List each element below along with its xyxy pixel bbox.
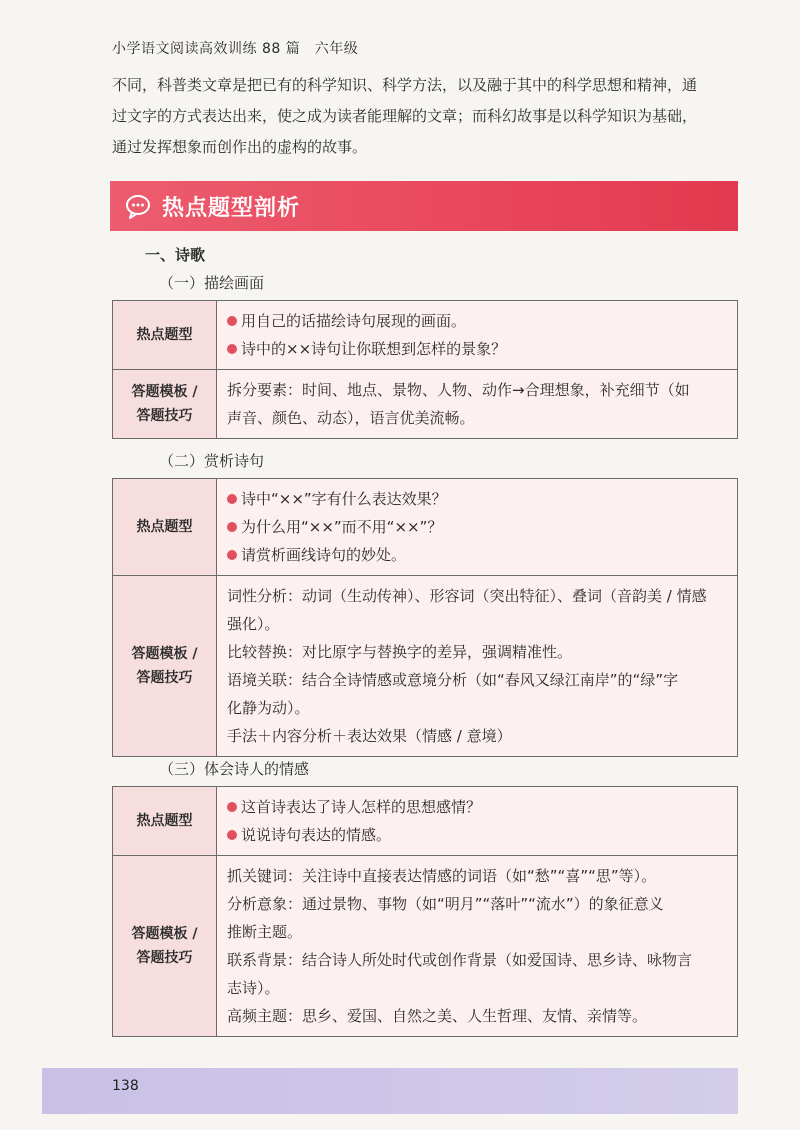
- text-line: 词性分析：动词（生动传神）、形容词（突出特征）、叠词（音韵美 / 情感: [227, 587, 707, 605]
- table-row: [113, 576, 738, 757]
- text-line: 高频主题：思乡、爱国、自然之美、人生哲理、友情、亲情等。: [227, 1007, 648, 1025]
- row-content: [217, 301, 738, 370]
- bullet-dot-icon: [227, 494, 237, 504]
- row-label: 热点题型: [113, 787, 217, 856]
- text-line: 语境关联：结合全诗情感或意境分析（如“春风又绿江南岸”的“绿”字: [227, 671, 679, 689]
- row-content: [217, 576, 738, 757]
- row-label: [113, 576, 217, 757]
- running-header: 小学语文阅读高效训练 88 篇 六年级: [112, 41, 359, 57]
- label-line: 答题技巧: [136, 670, 193, 686]
- item-text: 诗中“××”字有什么表达效果？: [241, 490, 447, 508]
- text-line: 志诗）。: [227, 979, 280, 997]
- item-text: 请赏析画线诗句的妙处。: [241, 546, 407, 564]
- intro-line: 过文字的方式表达出来，使之成为读者能理解的文章；而科幻故事是以科学知识为基础，: [112, 107, 698, 125]
- item-text: 这首诗表达了诗人怎样的思想感情？: [241, 798, 482, 816]
- row-label: [113, 856, 217, 1037]
- text-line: 比较替换：对比原字与替换字的差异，强调精准性。: [227, 643, 573, 661]
- row-content: [217, 479, 738, 576]
- list-item: [227, 793, 727, 821]
- bullet-dot-icon: [227, 830, 237, 840]
- intro-line: 不同，科普类文章是把已有的科学知识、科学方法，以及融于其中的科学思想和精神，通: [112, 76, 698, 94]
- text-line: 抓关键词：关注诗中直接表达情感的词语（如“愁”“喜”“思”等）。: [227, 867, 657, 885]
- row-label: 热点题型: [113, 479, 217, 576]
- bullet-dot-icon: [227, 802, 237, 812]
- bullet-dot-icon: [227, 316, 237, 326]
- label-line: 答题模板 /: [131, 926, 198, 942]
- page-number: 138: [112, 1078, 139, 1094]
- bullet-dot-icon: [227, 344, 237, 354]
- item-text: 用自己的话描绘诗句展现的画面。: [241, 312, 467, 330]
- subsection-heading: （二）赏析诗句: [159, 452, 265, 470]
- intro-paragraph: [112, 70, 740, 163]
- text-line: 手法＋内容分析＋表达效果（情感 / 意境）: [227, 727, 512, 745]
- row-content: [217, 856, 738, 1037]
- bullet-dot-icon: [227, 522, 237, 532]
- question-table: [112, 300, 738, 439]
- question-table: [112, 786, 738, 1037]
- text-line: 声音、颜色、动态），语言优美流畅。: [227, 409, 475, 427]
- list-item: [227, 821, 727, 849]
- row-content: [217, 370, 738, 439]
- table-row: [113, 370, 738, 439]
- list-item: [227, 541, 727, 569]
- text-line: 分析意象：通过景物、事物（如“明月”“落叶”“流水”）的象征意义: [227, 895, 664, 913]
- subsection-heading: （一）描绘画面: [159, 274, 265, 292]
- section-heading: 一、诗歌: [145, 246, 206, 264]
- label-line: 答题技巧: [136, 408, 193, 424]
- table-row: [113, 479, 738, 576]
- question-table: [112, 478, 738, 757]
- label-line: 答题技巧: [136, 950, 193, 966]
- list-item: [227, 307, 727, 335]
- table-row: [113, 301, 738, 370]
- text-line: 联系背景：结合诗人所处时代或创作背景（如爱国诗、思乡诗、咏物言: [227, 951, 693, 969]
- text-line: 拆分要素：时间、地点、景物、人物、动作→合理想象，补充细节（如: [227, 381, 690, 399]
- list-item: [227, 513, 727, 541]
- label-line: 答题模板 /: [131, 384, 198, 400]
- list-item: [227, 335, 727, 363]
- text-line: 强化）。: [227, 615, 280, 633]
- bullet-dot-icon: [227, 550, 237, 560]
- item-text: 说说诗句表达的情感。: [241, 826, 392, 844]
- text-line: 化静为动）。: [227, 699, 310, 717]
- item-text: 为什么用“××”而不用“××”？: [241, 518, 443, 536]
- table-row: [113, 856, 738, 1037]
- list-item: [227, 485, 727, 513]
- intro-line: 通过发挥想象而创作出的虚构的故事。: [112, 138, 368, 156]
- row-label: [113, 370, 217, 439]
- banner-title: 热点题型剖析: [162, 195, 301, 221]
- section-banner: [110, 181, 738, 231]
- item-text: 诗中的××诗句让你联想到怎样的景象？: [241, 340, 507, 358]
- row-label: 热点题型: [113, 301, 217, 370]
- label-line: 答题模板 /: [131, 646, 198, 662]
- table-row: [113, 787, 738, 856]
- row-content: [217, 787, 738, 856]
- subsection-heading: （三）体会诗人的情感: [159, 760, 310, 778]
- speech-bubble-icon: [124, 192, 152, 220]
- text-line: 推断主题。: [227, 923, 303, 941]
- footer-band: [42, 1068, 738, 1114]
